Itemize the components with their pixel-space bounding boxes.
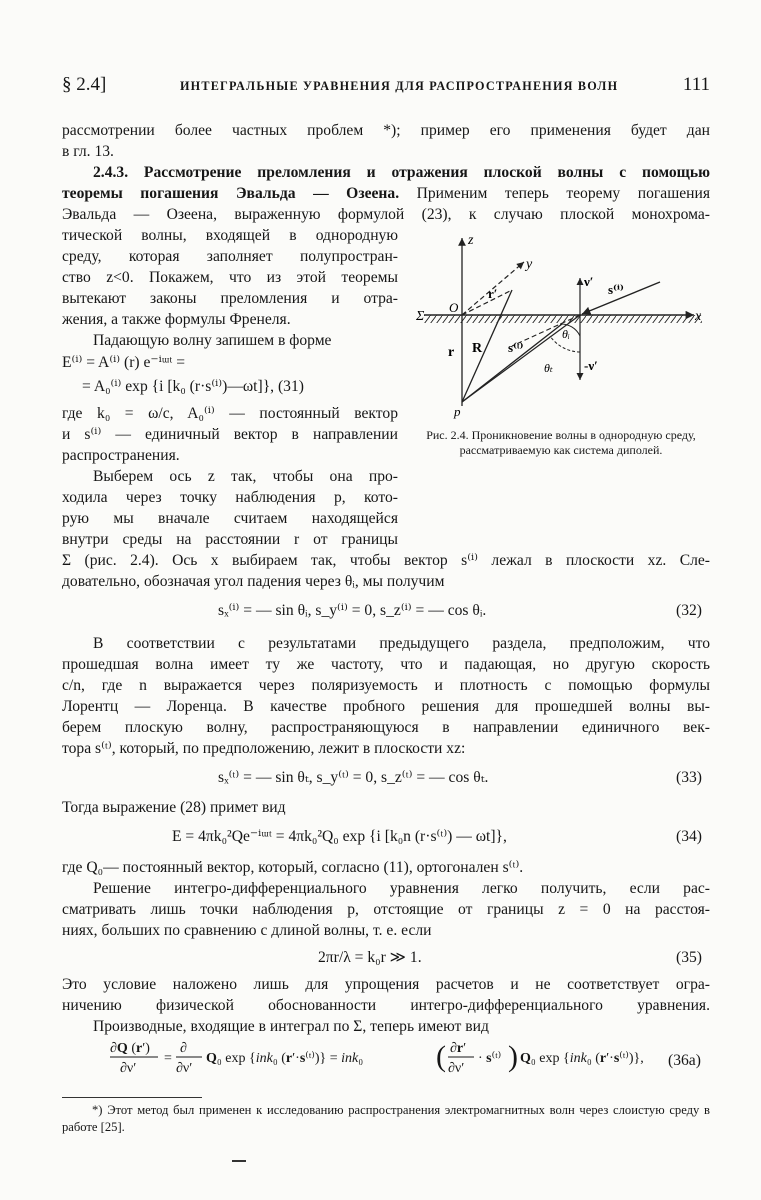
- running-header: [62, 74, 710, 100]
- section-heading-bold: теоремы погашения Эвальда — Озеена.: [62, 185, 400, 202]
- equation-33-number: (33): [676, 769, 702, 786]
- equation-33: sₓ⁽ᵗ⁾ = — sin θₜ, s_y⁽ᵗ⁾ = 0, s_z⁽ᵗ⁾ = — cos θₜ.: [218, 769, 489, 786]
- narrow-line-8: распространения.: [62, 447, 180, 464]
- equation-35: 2πr/λ = k₀r ≫ 1.: [318, 949, 422, 966]
- fig-label-sigma: Σ: [416, 309, 425, 324]
- narrow-line-11: рую мы вначале считаем находящейся: [62, 510, 398, 527]
- fig-label-theta-t: θₜ: [544, 361, 553, 375]
- paragraph-c-line-6: тора s⁽ᵗ⁾, который, по предположению, лежит в плоскости xz:: [62, 740, 466, 757]
- fig-label-r: r: [448, 345, 455, 360]
- fig-label-s-t: s⁽ᵗ⁾: [508, 340, 524, 355]
- svg-text:Q₀ exp {ink₀ (r′·s⁽ᵗ⁾)} = ink₀: Q₀ exp {ink₀ (r′·s⁽ᵗ⁾)} = ink₀: [206, 1051, 364, 1066]
- fig-label-v-prime: ν′: [584, 274, 594, 289]
- figure-2-4: [412, 228, 712, 424]
- fig-label-R: R: [472, 341, 483, 356]
- incident-wave-line: Падающую волну запишем в форме: [93, 332, 332, 349]
- equation-31-line-1: E⁽ⁱ⁾ = A⁽ⁱ⁾ (r) e⁻ⁱᵚᵗ =: [62, 354, 186, 371]
- footnote: *) Этот метод был применен к исследованию распространения электромагнитных волн через слоистую среду в работе [25].: [62, 1103, 710, 1134]
- svg-text:Q₀ exp {ink₀ (r′·s⁽ᵗ⁾)},: Q₀ exp {ink₀ (r′·s⁽ᵗ⁾)},: [520, 1051, 644, 1066]
- paragraph-c-line-5: берем плоскую волну, распространяющуюся в направлении единичного век-: [62, 719, 710, 736]
- section-heading-line-2: [62, 183, 710, 204]
- svg-text:): ): [508, 1040, 518, 1073]
- paragraph-c-line-1: В соответствии с результатами предыдущего раздела, предположим, что: [93, 635, 710, 652]
- fig-label-s-i: s⁽ⁱ⁾: [608, 282, 624, 297]
- paragraph-b-line-1: Σ (рис. 2.4). Ось x выбираем так, чтобы вектор s⁽ⁱ⁾ лежал в плоскости xz. Сле-: [62, 552, 710, 569]
- then-line: Тогда выражение (28) примет вид: [62, 799, 286, 816]
- paragraph-d-line-4: ниях, больших по сравнению с длиной волны, т. е. если: [62, 922, 432, 939]
- paragraph-c-line-3: c/n, где n выражается через поляризуемость и плотность с помощью формулы: [62, 677, 710, 694]
- paragraph-d-line-3: сматривать лишь точки наблюдения p, отстоящие от границы z = 0 на расстоя-: [62, 901, 710, 918]
- medium-boundary-hatch: [424, 315, 702, 323]
- narrow-line-1: тической волны, входящей в однородную: [62, 227, 398, 244]
- fig-label-r-prime: r′: [488, 286, 498, 301]
- narrow-line-2: среду, которая заполняет полупростран-: [62, 248, 398, 265]
- fig-label-z: z: [468, 233, 474, 248]
- svg-text:=: =: [164, 1051, 172, 1066]
- fig-label-p: p: [454, 404, 461, 419]
- equation-36a: [110, 1038, 670, 1078]
- fig-label-y: y: [526, 257, 533, 272]
- svg-text:∂ν′: ∂ν′: [176, 1061, 193, 1076]
- svg-text:(: (: [436, 1040, 446, 1073]
- footnote-rule: [62, 1097, 202, 1098]
- paragraph-d-line-2: Решение интегро-дифференциального уравнения легко получить, если рас-: [93, 880, 710, 897]
- equation-35-number: (35): [676, 949, 702, 966]
- paragraph-b-line-2: довательно, обозначая угол падения через θᵢ, мы получим: [62, 573, 445, 590]
- narrow-line-4: вытекают законы преломления и отра-: [62, 290, 398, 307]
- fig-label-origin: O: [449, 300, 459, 315]
- fig-label-x: x: [695, 309, 702, 324]
- narrow-line-3: ство z<0. Покажем, что из этой теоремы: [62, 269, 398, 286]
- paragraph-e-line-1: Это условие наложено лишь для упрощения расчетов и не соответствует огра-: [62, 976, 710, 993]
- narrow-line-6: где k₀ = ω/c, A₀⁽ⁱ⁾ — постоянный вектор: [62, 405, 398, 422]
- paragraph-e-line-2: ничению физической обоснованности интегро-дифференциального уравнения.: [62, 997, 710, 1014]
- page-number: 111: [682, 74, 710, 95]
- narrow-line-5: жения, а также формулы Френеля.: [62, 311, 291, 328]
- equation-36a-number: (36а): [668, 1052, 701, 1069]
- intro-line-2: в гл. 13.: [62, 143, 114, 160]
- svg-text:∂r′: ∂r′: [450, 1041, 467, 1056]
- equation-32-number: (32): [676, 602, 702, 619]
- header-title: ИНТЕГРАЛЬНЫЕ УРАВНЕНИЯ ДЛЯ РАСПРОСТРАНЕНИЯ ВОЛН: [180, 79, 619, 93]
- narrow-line-12: внутри среды на расстоянии r от границы: [62, 531, 398, 548]
- section-heading-tail: Применим теперь теорему погашения: [399, 185, 710, 202]
- figure-caption: Рис. 2.4. Проникновение волны в однородную среду, рассматриваемую как система диполей.: [426, 428, 696, 457]
- svg-text:∂ν′: ∂ν′: [448, 1061, 465, 1076]
- narrow-line-9: Выберем ось z так, чтобы она про-: [93, 468, 398, 485]
- svg-text:· s⁽ᵗ⁾: · s⁽ᵗ⁾: [478, 1051, 502, 1066]
- svg-text:∂Q (r′): ∂Q (r′): [110, 1041, 150, 1056]
- paragraph-e-line-3: Производные, входящие в интеграл по Σ, теперь имеют вид: [93, 1018, 489, 1035]
- R-vector: [462, 290, 512, 402]
- header-section: § 2.4]: [62, 74, 107, 95]
- paragraph-d-line-1: где Q₀— постоянный вектор, который, согласно (11), ортогонален s⁽ᵗ⁾.: [62, 859, 524, 876]
- narrow-line-7: и s⁽ⁱ⁾ — единичный вектор в направлении: [62, 426, 398, 443]
- narrow-line-10: ходила через точку наблюдения p, кото-: [62, 489, 398, 506]
- page-mark: [232, 1160, 246, 1162]
- equation-31-line-2: = A₀⁽ⁱ⁾ exp {i [k₀ (r·s⁽ⁱ⁾)—ωt]}, (31): [82, 378, 304, 395]
- fig-label-minus-v: -ν′: [584, 358, 598, 373]
- intro-line-1: рассмотрении более частных проблем *); пример его применения будет дан: [62, 122, 710, 139]
- svg-text:∂: ∂: [180, 1041, 187, 1056]
- equation-32: sₓ⁽ⁱ⁾ = — sin θᵢ, s_y⁽ⁱ⁾ = 0, s_z⁽ⁱ⁾ = — cos θᵢ.: [218, 602, 487, 619]
- svg-text:∂ν′: ∂ν′: [120, 1061, 137, 1076]
- equation-34: E = 4πk₀²Qe⁻ⁱᵚᵗ = 4πk₀²Q₀ exp {i [k₀n (r·s⁽ᵗ⁾) — ωt]},: [172, 828, 507, 845]
- section-heading-line-1: 2.4.3. Рассмотрение преломления и отражения плоской волны с помощью: [93, 164, 710, 181]
- paragraph-c-line-4: Лорентц — Лоренца. В качестве пробного решения для прошедшей волны вы-: [62, 698, 710, 715]
- equation-34-number: (34): [676, 828, 702, 845]
- paragraph-a-line: Эвальда — Озеена, выраженную формулой (23), к случаю плоской монохрома-: [62, 206, 710, 223]
- paragraph-c-line-2: прошедшая волна имеет ту же частоту, что и падающая, но другую скорость: [62, 656, 710, 673]
- fig-label-theta-i: θᵢ: [562, 327, 570, 341]
